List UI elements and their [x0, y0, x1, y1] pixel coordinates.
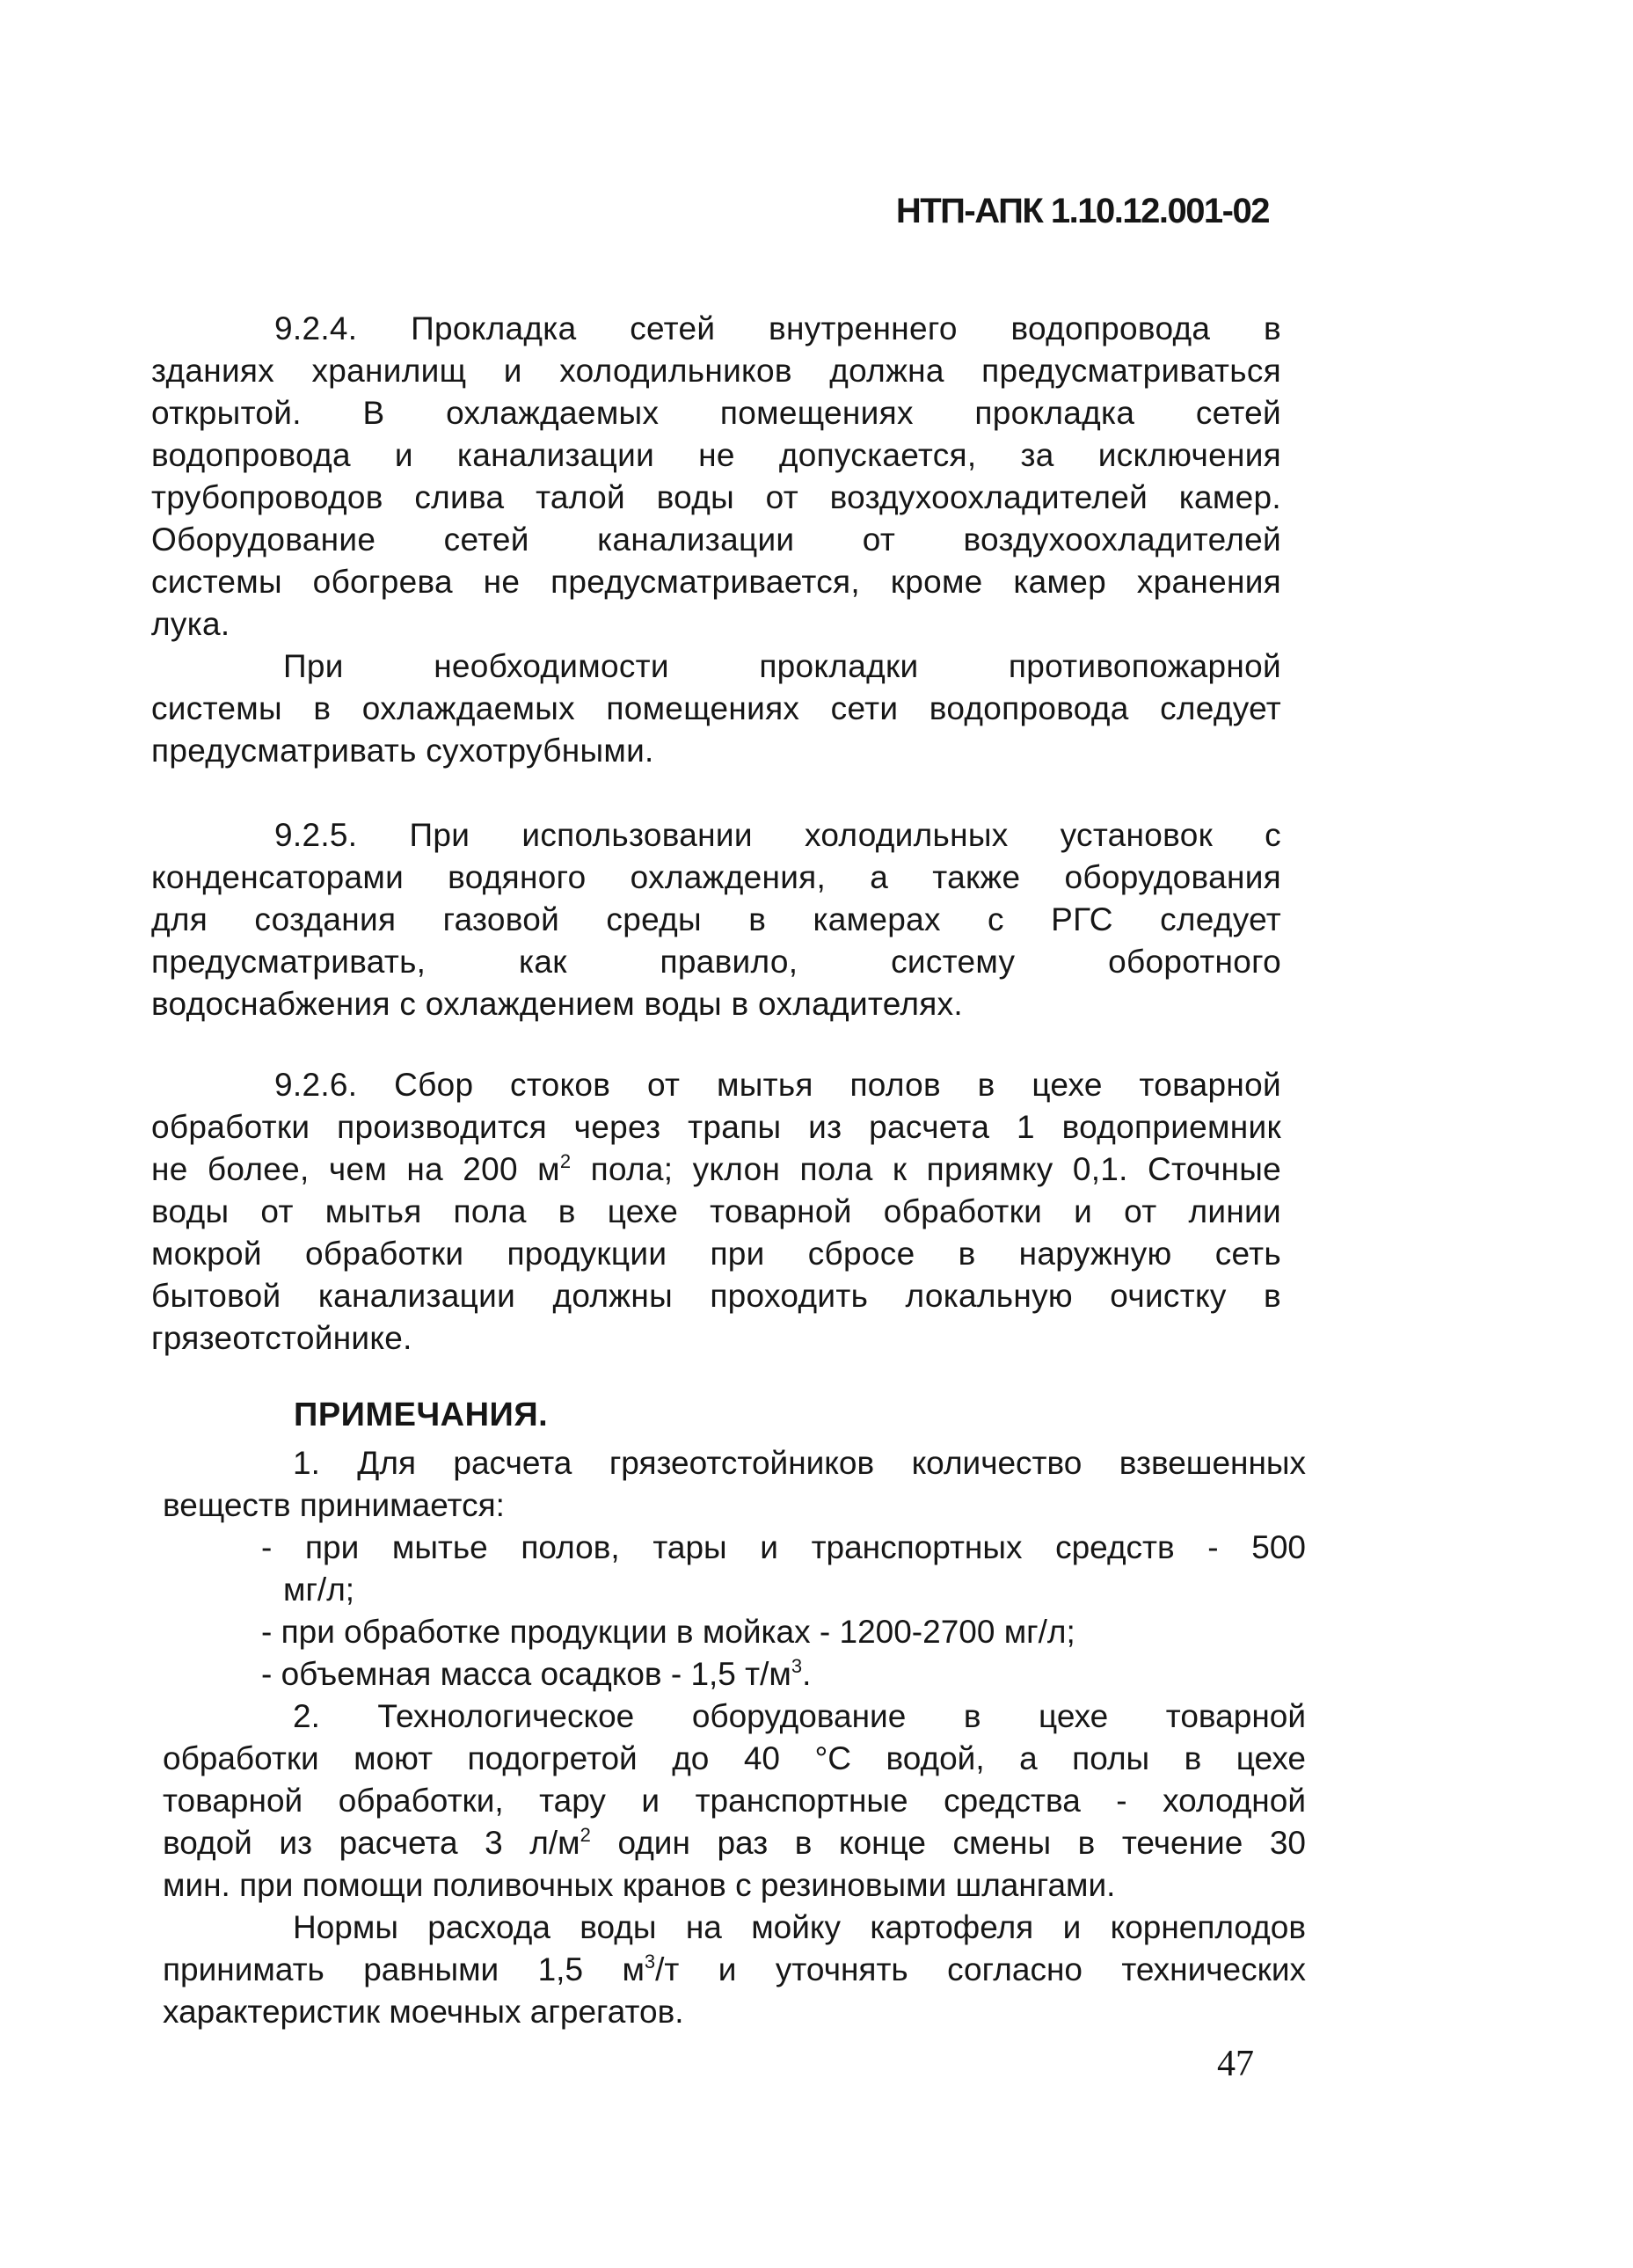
note-dash-line: [163, 1653, 1306, 1696]
text-line: [151, 1149, 1281, 1191]
text-line: лука.: [151, 606, 230, 642]
text-line: 9.2.6. Сбор стоков от мытья полов в цехе товарной: [274, 1067, 1281, 1103]
note-3-line: характеристик моечных агрегатов.: [163, 1994, 684, 2030]
text-line: 9.2.4. Прокладка сетей внутреннего водопровода в: [274, 310, 1281, 346]
text-line: бытовой канализации должны проходить локальную очистку в: [151, 1278, 1281, 1314]
superscript: 3: [644, 1951, 656, 1973]
text-fragment: не более, чем на 200 м: [151, 1151, 560, 1187]
note-dash-line: - при обработке продукции в мойках - 1200-2700 мг/л;: [261, 1614, 1075, 1650]
document-code-header: НТП-АПК 1.10.12.001-02: [895, 192, 1269, 230]
text-fragment: один раз в конце смены в течение 30: [590, 1825, 1306, 1861]
text-line: открытой. В охлаждаемых помещениях прокладка сетей: [151, 395, 1281, 431]
paragraph-9-2-4: [151, 308, 1281, 645]
text-line: При необходимости прокладки противопожарной: [283, 648, 1281, 684]
text-line: системы обогрева не предусматривается, кроме камер хранения: [151, 564, 1281, 600]
text-fragment: /т и уточнять согласно технических: [655, 1951, 1306, 1987]
text-fragment: .: [802, 1656, 812, 1692]
text-line: 9.2.5. При использовании холодильных установок с: [274, 817, 1281, 853]
note-2-line: 2. Технологическое оборудование в цехе товарной: [293, 1698, 1306, 1734]
paragraph-9-2-5: [151, 814, 1281, 1025]
notes-title: ПРИМЕЧАНИЯ.: [294, 1397, 549, 1433]
text-line: грязеотстойнике.: [151, 1320, 412, 1356]
note-dash-line: - при мытье полов, тары и транспортных средств - 500: [261, 1529, 1306, 1565]
paragraph-9-2-4-continued: [151, 645, 1281, 772]
text-line: Оборудование сетей канализации от воздухоохладителей: [151, 521, 1281, 558]
text-fragment: - объемная масса осадков - 1,5 т/м: [261, 1656, 791, 1692]
note-3-line: Нормы расхода воды на мойку картофеля и корнеплодов: [293, 1909, 1306, 1945]
superscript: 3: [791, 1655, 803, 1677]
superscript: 2: [580, 1824, 591, 1846]
paragraph-9-2-6: [151, 1064, 1281, 1360]
text-line: водопровода и канализации не допускается, за исключения: [151, 437, 1281, 473]
note-1-line: веществ принимается:: [163, 1487, 505, 1523]
text-fragment: принимать равными 1,5 м: [163, 1951, 645, 1987]
text-line: обработки производится через трапы из расчета 1 водоприемник: [151, 1109, 1281, 1145]
superscript: 2: [559, 1150, 572, 1172]
text-line: мокрой обработки продукции при сбросе в наружную сеть: [151, 1236, 1281, 1272]
note-1-line: 1. Для расчета грязеотстойников количество взвешенных: [293, 1445, 1306, 1481]
text-fragment: пола; уклон пола к приямку 0,1. Сточные: [571, 1151, 1281, 1187]
note-2-line: [163, 1822, 1306, 1864]
page-number: 47: [1217, 2044, 1254, 2084]
note-2-line: мин. при помощи поливочных кранов с резиновыми шлангами.: [163, 1867, 1116, 1903]
text-line: водоснабжения с охлаждением воды в охладителях.: [151, 986, 964, 1022]
text-line: системы в охлаждаемых помещениях сети водопровода следует: [151, 690, 1281, 726]
text-fragment: водой из расчета 3 л/м: [163, 1825, 580, 1861]
note-3-line: [163, 1949, 1306, 1991]
text-line: трубопроводов слива талой воды от воздухоохладителей камер.: [151, 479, 1281, 515]
text-line: зданиях хранилищ и холодильников должна предусматриваться: [151, 353, 1281, 389]
text-line: предусматривать, как правило, систему оборотного: [151, 944, 1281, 980]
note-2-line: товарной обработки, тару и транспортные средства - холодной: [163, 1783, 1306, 1819]
notes-block: [163, 1442, 1306, 2033]
text-line: воды от мытья пола в цехе товарной обработки и от линии: [151, 1193, 1281, 1229]
note-dash-line: мг/л;: [283, 1572, 355, 1608]
text-line: предусматривать сухотрубными.: [151, 733, 654, 769]
text-line: для создания газовой среды в камерах с РГС следует: [151, 901, 1281, 937]
text-line: конденсаторами водяного охлаждения, а также оборудования: [151, 859, 1281, 895]
note-2-line: обработки моют подогретой до 40 °С водой, а полы в цехе: [163, 1740, 1306, 1776]
